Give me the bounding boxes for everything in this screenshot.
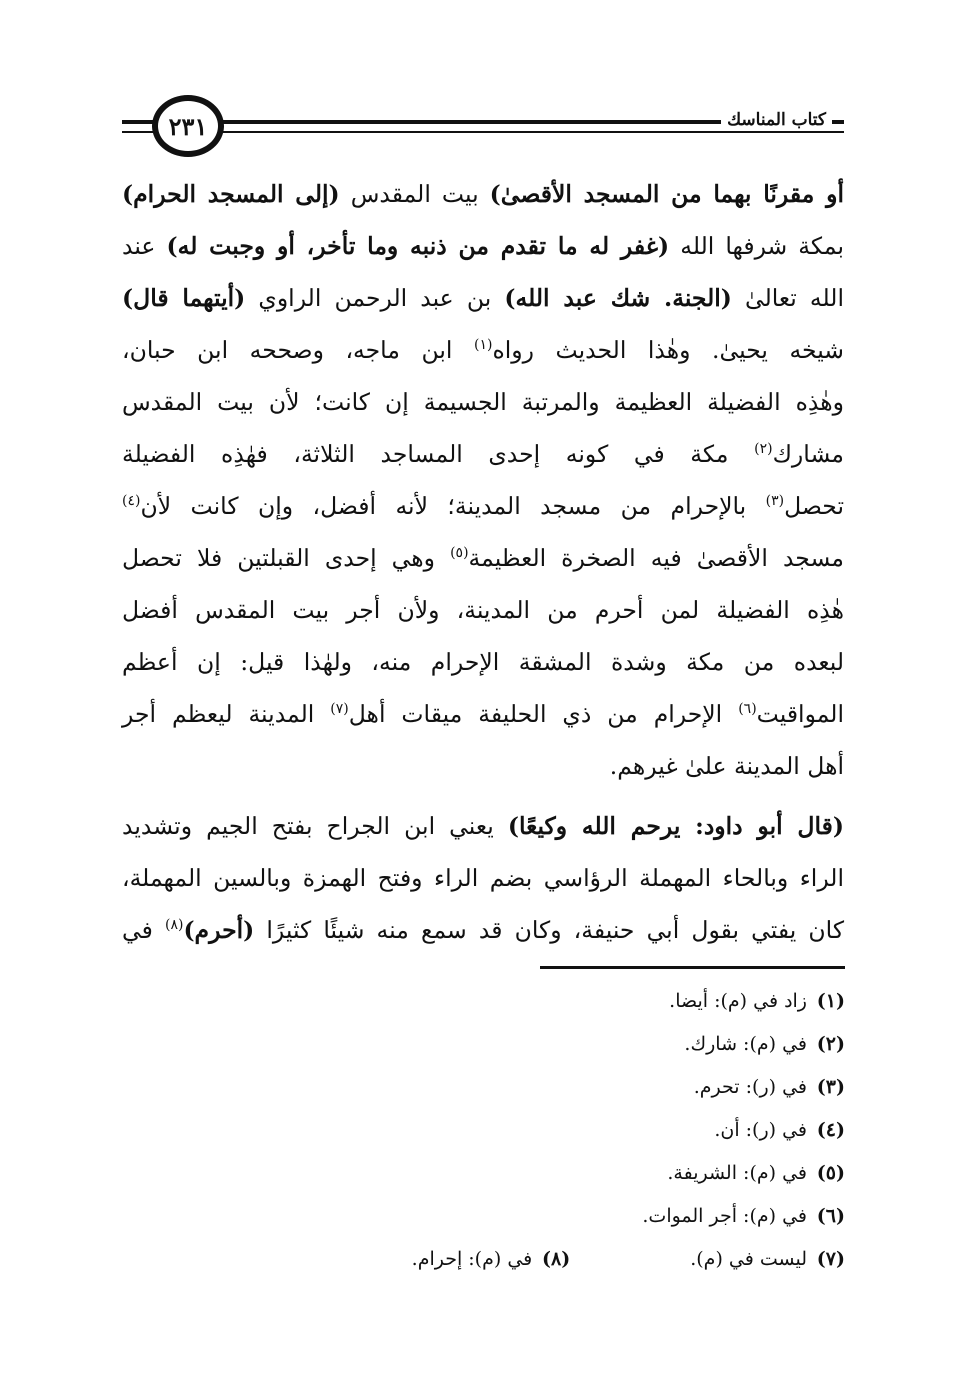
footnote-text: في (م): شارك. bbox=[684, 1033, 807, 1055]
footnote-number: (٢) bbox=[816, 1033, 845, 1055]
header-rule-right-bottom bbox=[218, 131, 844, 133]
footnote-text: ليست في (م). bbox=[690, 1248, 807, 1270]
main-text bbox=[122, 168, 844, 956]
footnote bbox=[300, 1195, 845, 1238]
footnote-number: (٤) bbox=[816, 1119, 845, 1141]
text-line: وهٰذِه الفضيلة العظيمة والمرتبة الجسيمة إن كانت؛ لأن بيت المقدس bbox=[122, 388, 844, 416]
text-line: لبعده من مكة وشدة المشقة الإحرام منه، ولهٰذا قيل: إن أعظم bbox=[122, 648, 844, 676]
footnote-number: (٨) bbox=[542, 1248, 571, 1270]
footnote bbox=[300, 1109, 845, 1152]
footnote-number: (٥) bbox=[816, 1162, 845, 1184]
footnote-number: (٧) bbox=[816, 1248, 845, 1270]
paragraph-1 bbox=[122, 168, 844, 792]
footnote-text: في (م): أجر الموات. bbox=[642, 1205, 807, 1227]
footnote bbox=[300, 1023, 845, 1066]
text-line: الراء وبالحاء المهملة الرؤاسي بضم الراء وفتح الهمزة وبالسين المهملة، bbox=[122, 864, 844, 892]
footnote-text: زاد في (م): أيضا. bbox=[669, 990, 807, 1012]
footnote-number: (١) bbox=[816, 990, 845, 1012]
running-header-title: كتاب المناسك bbox=[721, 110, 832, 130]
footnote-text: في (م): إحرام. bbox=[411, 1248, 533, 1270]
page-number: ٢٣١ bbox=[168, 111, 208, 141]
text-line: (قال أبو داود: يرحم الله وكيعًا) يعني ابن الجراح بفتح الجيم وتشديد bbox=[122, 812, 845, 840]
text-line: أو مقرنًا بهما من المسجد الأقصىٰ) بيت المقدس (إلى المسجد الحرام) bbox=[122, 180, 844, 208]
footnote bbox=[300, 1066, 845, 1109]
text-line: تحصل$^{(٣)}$ بالإحرام من مسجد المدينة؛ لأنه أفضل، وإن كانت لأن$^{(٤)}$ bbox=[122, 492, 844, 520]
text-line: الله تعالىٰ (الجنة. شك عبد الله) بن عبد الرحمن الراوي (أيتهما قال) bbox=[122, 284, 844, 312]
paragraph-2 bbox=[122, 800, 844, 956]
page-number-badge bbox=[152, 95, 224, 157]
footnote bbox=[300, 1238, 845, 1281]
text-line: كان يفتي بقول أبي حنيفة، وكان قد سمع منه شيئًا كثيرًا (أحرم)$^{(٨)}$ في bbox=[122, 916, 845, 944]
footnotes bbox=[300, 980, 845, 1281]
text-line: بمكة شرفها الله (غفر له ما تقدم من ذنبه وما تأخر، أو وجبت له) عند bbox=[122, 232, 844, 260]
footnote-number: (٣) bbox=[816, 1076, 845, 1098]
footnote-separator bbox=[540, 966, 845, 969]
text-line: هٰذِه الفضيلة لمن أحرم من المدينة، ولأن أجر بيت المقدس أفضل bbox=[122, 596, 844, 624]
text-line: مشارك$^{(٢)}$ مكة في كونه إحدى المساجد الثلاثة، فهٰذِه الفضيلة bbox=[122, 440, 844, 468]
text-line: المواقيت$^{(٦)}$ الإحرام من ذي الحليفة ميقات أهل$^{(٧)}$ المدينة ليعظم أجر bbox=[122, 700, 845, 728]
footnote-number: (٦) bbox=[816, 1205, 845, 1227]
text-line: أهل المدينة علىٰ غيرهم. bbox=[609, 752, 844, 780]
footnote-text: في (ر): أن. bbox=[714, 1119, 807, 1141]
footnote bbox=[300, 1152, 845, 1195]
text-line: مسجد الأقصىٰ فيه الصخرة العظيمة$^{(٥)}$ وهي إحدى القبلتين فلا تحصل bbox=[122, 544, 844, 572]
footnote bbox=[300, 980, 845, 1023]
footnote-text: في (ر): تحرم. bbox=[693, 1076, 807, 1098]
text-line: شيخه يحيىٰ. وهٰذا الحديث رواه$^{(١)}$ ابن ماجه، وصححه ابن حبان، bbox=[122, 336, 845, 364]
footnote-text: في (م): الشريفة. bbox=[667, 1162, 807, 1184]
